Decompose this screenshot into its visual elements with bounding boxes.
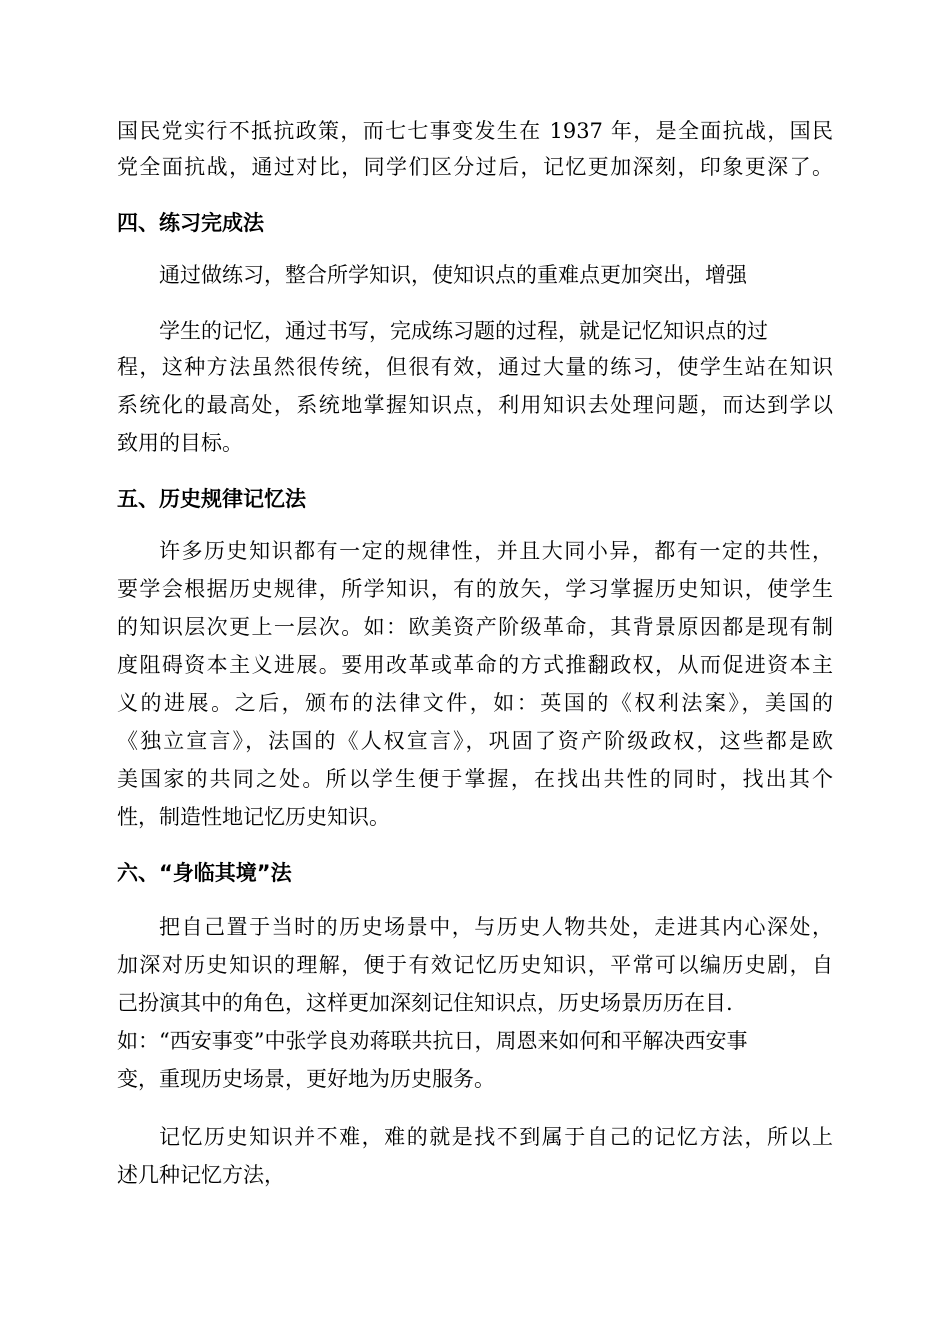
paragraph-line: 度阻碍资本主义进展。要用改革或革命的方式推翻政权，从而促进资本主 (117, 653, 833, 677)
paragraph-line: 的知识层次更上一层次。如：欧美资产阶级革命，其背景原因都是现有制 (117, 615, 833, 639)
paragraph-line: 义的进展。之后，颁布的法律文件，如：英国的《权利法案》，美国的 (117, 691, 833, 715)
paragraph-line: 加深对历史知识的理解，便于有效记忆历史知识，平常可以编历史剧，自 (117, 953, 833, 977)
paragraph-line: 致用的目标。 (117, 431, 243, 455)
section-heading-4: 四、练习完成法 (117, 211, 264, 235)
paragraph-line: 如：“西安事变”中张学良劝蒋联共抗日，周恩来如何和平解决西安事 (117, 1029, 748, 1053)
paragraph-line: 系统化的最高处，系统地掌握知识点，利用知识去处理问题，而达到学以 (117, 393, 833, 417)
paragraph-line: 记忆历史知识并不难，难的就是找不到属于自己的记忆方法，所以上 (159, 1125, 833, 1149)
paragraph-line: 通过做练习，整合所学知识，使知识点的重难点更加突出，增强 (159, 263, 747, 287)
paragraph-line: 《独立宣言》，法国的《人权宣言》，巩固了资产阶级政权，这些都是欧 (117, 729, 833, 753)
paragraph-line: 述几种记忆方法， (117, 1163, 285, 1187)
paragraph-line: 党全面抗战，通过对比，同学们区分过后，记忆更加深刻，印象更深了。 (117, 155, 833, 179)
section-heading-6: 六、“身临其境”法 (117, 861, 292, 885)
paragraph-line: 己扮演其中的角色，这样更加深刻记住知识点，历史场景历历在目. (117, 991, 733, 1015)
paragraph-line: 把自己置于当时的历史场景中，与历史人物共处，走进其内心深处， (159, 915, 833, 939)
paragraph-line: 性，制造性地记忆历史知识。 (117, 805, 390, 829)
paragraph-line: 变，重现历史场景，更好地为历史服务。 (117, 1067, 495, 1091)
paragraph-line: 要学会根据历史规律，所学知识，有的放矢，学习掌握历史知识，使学生 (117, 577, 833, 601)
paragraph-line: 国民党实行不抵抗政策，而七七事变发生在 1937 年，是全面抗战，国民 (117, 119, 833, 143)
paragraph-line: 许多历史知识都有一定的规律性，并且大同小异，都有一定的共性， (159, 539, 833, 563)
section-heading-5: 五、历史规律记忆法 (117, 487, 306, 511)
paragraph-line: 美国家的共同之处。所以学生便于掌握，在找出共性的同时，找出其个 (117, 767, 833, 791)
paragraph-line: 学生的记忆，通过书写，完成练习题的过程，就是记忆知识点的过 (159, 319, 768, 343)
paragraph-line: 程，这种方法虽然很传统，但很有效，通过大量的练习，使学生站在知识 (117, 355, 833, 379)
